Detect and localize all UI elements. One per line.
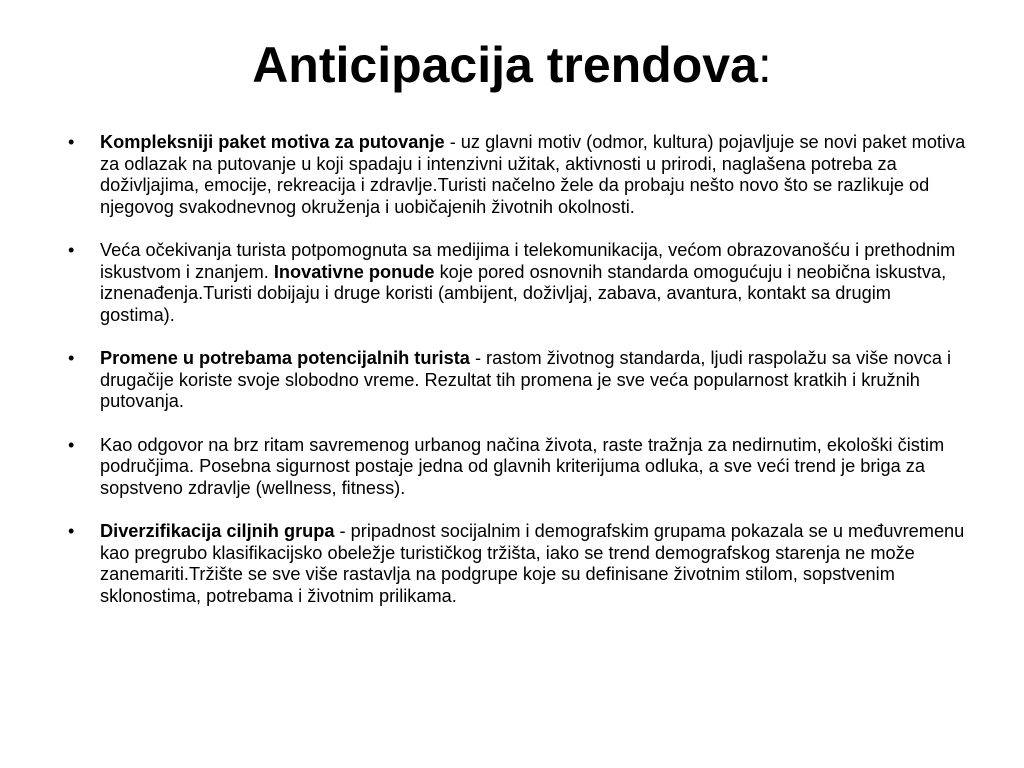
bullet-bold-text: Kompleksniji paket motiva za putovanje	[100, 132, 445, 152]
bullet-dot: •	[68, 240, 75, 260]
bullet-item	[68, 521, 968, 607]
bullet-item	[68, 132, 968, 218]
slide-title-text: Anticipacija trendova	[252, 37, 758, 93]
bullet-dot: •	[68, 521, 75, 541]
bullet-bold-text: Diverzifikacija ciljnih grupa	[100, 521, 335, 541]
slide-title-colon: :	[757, 37, 772, 93]
bullet-text: Kao odgovor na brz ritam savremenog urbanog načina života, raste tražnja za nedirnutim, ekološki čistim područjima. Posebna sigurnost postaje jedna od glavnih kriterijuma odluka, a sve veći trend je briga za sopstveno zdravlje (wellness, fitness).	[100, 434, 945, 498]
bullet-text: - rastom životnog standarda, ljudi raspolažu sa više novca i drugačije koriste svoje slobodno vreme. Rezultat tih promena je sve veća popularnost kratkih i kružnih putovanja.	[100, 348, 952, 411]
bullet-text: - pripadnost socijalnim i demografskim grupama pokazala se u međuvremenu kao pregrubo klasifikacijsko obeležje turističkog tržišta, iako se trend demografskog starenja ne može zanemariti.Tržište se sve više rastavlja na podgrupe koje su definisane životnim stilom, sopstvenim sklonostima, potrebama i životnim prilikama.	[100, 521, 965, 606]
bullet-list	[68, 132, 968, 629]
bullet-bold-text: Promene u potrebama potencijalnih turista	[100, 348, 470, 368]
slide-title	[0, 34, 1024, 96]
bullet-text: koje pored osnovnih standarda omogućuju i neobična iskustva, iznenađenja.Turisti dobijaju i druge koristi (ambijent, doživljaj, zabava, avantura, kontakt sa drugim gostima).	[100, 261, 947, 325]
bullet-dot: •	[68, 132, 75, 152]
bullet-text: - uz glavni motiv (odmor, kultura) pojavljuje se novi paket motiva za odlazak na putovanje u koji spadaju i intenzivni užitak, aktivnosti u prirodi, naglašena potreba za doživljajima, emocije, rekreacija i zdravlje.Turisti načelno žele da probaju nešto novo što se razlikuje od njegovog svakodnevnog okruženja i uobičajenih životnih okolnosti.	[100, 132, 966, 217]
bullet-dot: •	[68, 348, 75, 368]
bullet-item	[68, 240, 968, 326]
bullet-bold-text: Inovativne ponude	[273, 261, 435, 282]
bullet-item	[68, 435, 968, 500]
bullet-dot: •	[68, 434, 75, 455]
bullet-item	[68, 348, 968, 413]
bullet-text: Veća očekivanja turista potpomognuta sa medijima i telekomunikacija, većom obrazovanošću i prethodnim iskustvom i znanjem.	[100, 240, 956, 282]
